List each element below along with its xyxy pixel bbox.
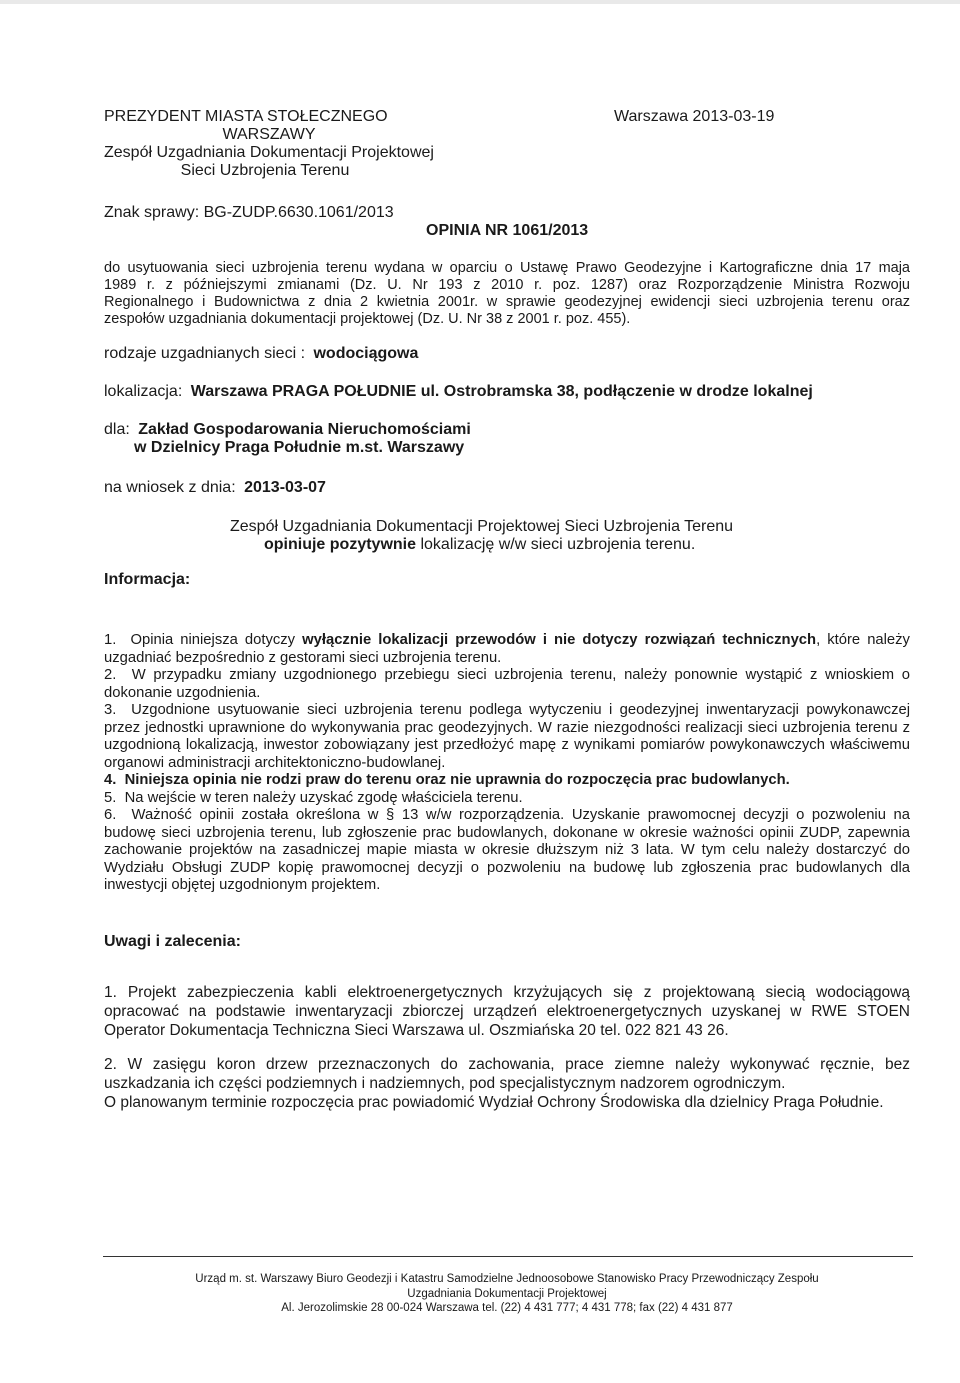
network-type-label: rodzaje uzgadnianych sieci :: [104, 345, 306, 362]
issuer-line-4: Sieci Uzbrojenia Terenu: [180, 162, 350, 179]
network-type-value: wodociągowa: [313, 345, 419, 362]
footer-line-2: Uzgadniania Dokumentacji Projektowej: [407, 1287, 607, 1300]
applicant-value-line-2: w Dzielnicy Praga Południe m.st. Warszawy: [134, 439, 465, 456]
footer: [104, 1272, 910, 1316]
request-date-row: [104, 479, 326, 497]
applicant-label: dla:: [104, 421, 130, 438]
issuer-block: [104, 108, 464, 180]
information-item-5: 5. Na wejście w teren należy uzyskać zgodę właściciela terenu.: [104, 789, 523, 806]
case-reference: Znak sprawy: BG-ZUDP.6630.1061/2013: [104, 204, 394, 221]
information-list: [104, 632, 910, 895]
legal-basis: [104, 260, 910, 328]
remark-3: O planowanym terminie rozpoczęcia prac powiadomić Wydział Ochrony Środowiska dla dzielnicy Praga Południe.: [104, 1094, 884, 1111]
request-date-label: na wniosek z dnia:: [104, 479, 236, 496]
legal-basis-line-4: zespołów uzgadniania dokumentacji projektowej (Dz. U. Nr 38 z 2001 r. poz. 455).: [104, 311, 631, 327]
opinion-statement: [230, 518, 733, 554]
opinion-line-2: lokalizację w/w sieci uzbrojenia terenu.: [420, 536, 696, 553]
footer-line-3: Al. Jerozolimskie 28 00-024 Warszawa tel. (22) 4 431 777; 4 431 778; fax (22) 4 431 877: [281, 1302, 733, 1314]
legal-basis-line-1: do usytuowania sieci uzbrojenia terenu wydana w oparciu o Ustawę Prawo Geodezyjne i Kartograficzne dnia 17 maja: [104, 260, 910, 276]
information-heading: Informacja:: [104, 571, 191, 588]
footer-divider: [103, 1256, 913, 1257]
remarks-heading: Uwagi i zalecenia:: [104, 933, 241, 950]
issuer-line-3: Zespół Uzgadniania Dokumentacji Projektowej: [104, 144, 434, 161]
information-item-6: 6. Ważność opinii została określona w § 13 w/w rozporządzenia. Uzyskanie prawomocnej decyzji o pozwoleniu na budowę sieci uzbrojenia terenu, lub zgłoszenie prac budowlanych, dokonane w okresie ważności opinii ZUDP, zapewnia zachowanie projektów na zasadniczej mapie miasta w okresie dłuższym niż 3 lata. W tym celu należy dostarczyć do Wydziału Obsługi ZUDP kopię prawomocnej decyzji o pozwoleniu na budowę lub zgłoszenia prac budowlanych dla inwestycji objętej uzgodnionym projektem.: [104, 807, 910, 893]
document-title: OPINIA NR 1061/2013: [426, 222, 589, 239]
opinion-verdict: opiniuje pozytywnie: [264, 536, 417, 553]
issuer-line-1: PREZYDENT MIASTA STOŁECZNEGO: [104, 108, 388, 125]
legal-basis-line-2: 1989 r. z późniejszymi zmianami (Dz. U. Nr 193 z 2010 r. poz. 1287) oraz Rozporządzenie Ministra Rozwoju: [104, 277, 910, 293]
location-row: [104, 383, 813, 401]
location-label: lokalizacja:: [104, 383, 183, 400]
information-item-1: 1. Opinia niniejsza dotyczy wyłącznie lokalizacji przewodów i nie dotyczy rozwiązań technicznych, które należy uzgadniać bezpośrednio z gestorami sieci uzbrojenia terenu.: [104, 632, 910, 666]
remark-1: 1. Projekt zabezpieczenia kabli elektroenergetycznych krzyżujących się z projektowaną siecią wodociągową opracować na podstawie inwentaryzacji zbiorczej urządzeń elektroenergetycznych uzyskanej w RWE STOEN Operator Dokumentacja Techniczna Sieci Warszawa ul. Oszmiańska 20 tel. 022 821 43 26.: [104, 984, 910, 1039]
network-type-row: [104, 345, 418, 363]
applicant-value-line-1: Zakład Gospodarowania Nieruchomościami: [138, 421, 471, 438]
information-item-2: 2. W przypadku zmiany uzgodnionego przebiegu sieci uzbrojenia terenu, należy ponownie wystąpić z wnioskiem o dokonanie uzgodnienia.: [104, 667, 910, 701]
document-date: Warszawa 2013-03-19: [614, 108, 775, 125]
location-value: Warszawa PRAGA POŁUDNIE ul. Ostrobramska 38, podłączenie w drodze lokalnej: [190, 383, 813, 400]
remarks-list: [104, 983, 910, 1112]
issuer-line-2: WARSZAWY: [222, 126, 316, 143]
legal-basis-line-3: Regionalnego i Budownictwa z dnia 2 kwietnia 2001r. w sprawie geodezyjnej ewidencji sieci uzbrojenia terenu oraz: [104, 294, 910, 310]
request-date-value: 2013-03-07: [244, 479, 326, 496]
information-item-3: 3. Uzgodnione usytuowanie sieci uzbrojenia terenu podlega wytyczeniu i geodezyjnej inwentaryzacji powykonawczej przez jednostki uprawnione do wykonywania prac geodezyjnych. W razie niezgodności realizacji sieci uzbrojenia terenu z uzgodnioną lokalizacją, inwestor zobowiązany jest przedłożyć mapę z wynikami pomiarów powykonawczych właściwemu organowi administracji architektoniczno-budowlanej.: [104, 702, 910, 771]
footer-line-1: Urząd m. st. Warszawy Biuro Geodezji i Katastru Samodzielne Jednoosobowe Stanowisko Pracy Przewodniczący Zespołu: [195, 1273, 819, 1285]
information-item-4: 4. Niniejsza opinia nie rodzi praw do terenu oraz nie uprawnia do rozpoczęcia prac budowlanych.: [104, 772, 790, 788]
scan-edge: [0, 0, 960, 4]
remark-2: 2. W zasięgu koron drzew przeznaczonych do zachowania, prace ziemne należy wykonywać ręcznie, bez uszkadzania ich części podziemnych i nadziemnych, pod specjalistycznym nadzorem ogrodniczym.: [104, 1056, 910, 1092]
applicant-row: [104, 421, 471, 457]
opinion-line-1: Zespół Uzgadniania Dokumentacji Projektowej Sieci Uzbrojenia Terenu: [230, 518, 734, 535]
